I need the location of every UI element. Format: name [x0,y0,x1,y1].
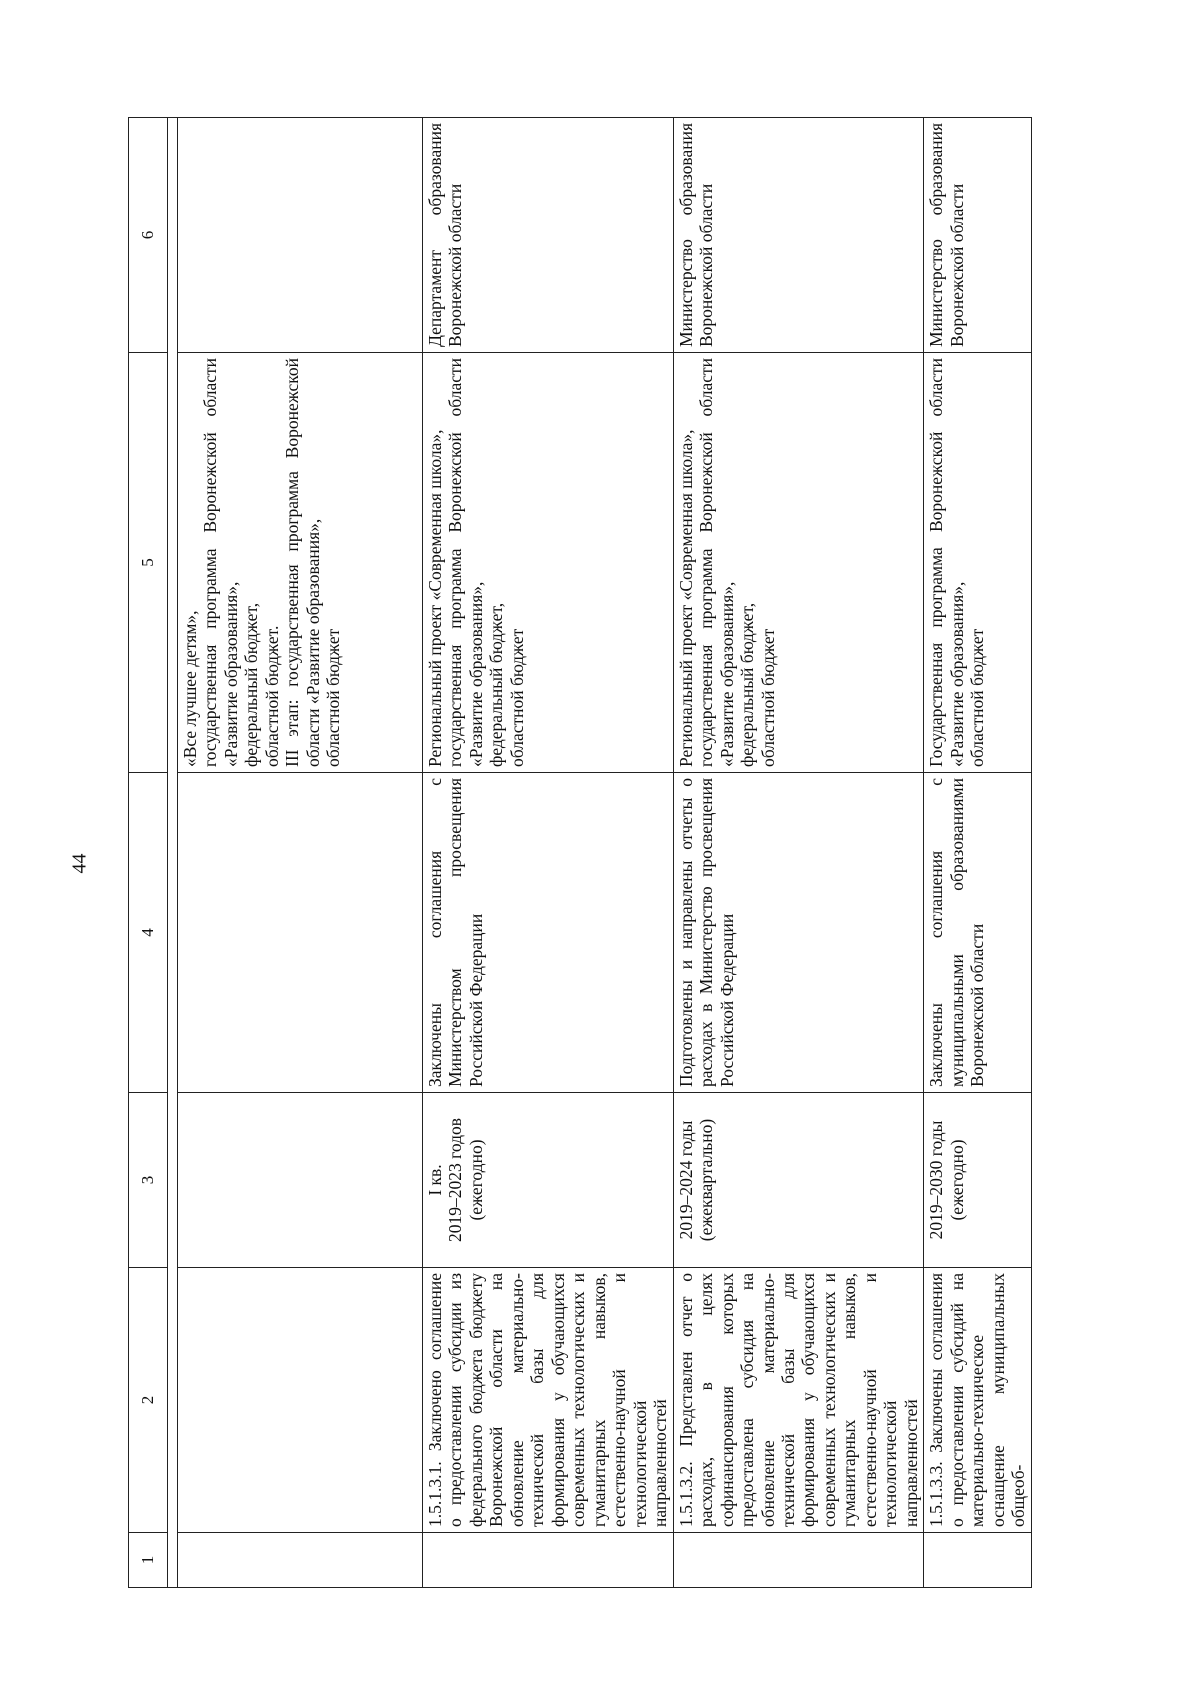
rotated-table-sheet [128,118,1028,1588]
table-row [423,118,674,1588]
cell-col6: Министерство образования Воронежской области [673,118,924,353]
table-row [178,118,423,1588]
header-cell: 6 [129,118,168,353]
header-cell: 2 [129,1268,168,1533]
text-line: 2019–2024 годы [675,1120,696,1240]
text-line: (ежегодно) [946,1139,967,1221]
header-cell: 5 [129,353,168,773]
cell-col1 [673,1533,924,1588]
cell-col4: Заключены соглашения с Министерством просвещения Российской Федерации [423,773,674,1093]
cell-col5 [423,353,674,773]
text-line: областной бюджет [506,628,527,767]
cell-col1 [423,1533,674,1588]
header-cell: 3 [129,1093,168,1268]
cell-col2: 1.5.1.3.3. Заключены соглашения о предоставлении субсидий на материально-техническое оснащение муниципальных общеоб- [924,1268,1031,1533]
header-spacer [168,118,178,1588]
text-line: 2019–2023 годов [445,1117,466,1243]
text-line: Государственная программа Воронежской области «Развитие образования», [926,358,967,767]
cell-col3 [423,1093,674,1268]
cell-col3 [924,1093,1031,1268]
cell-col4: Заключены соглашения с муниципальными образованиями Воронежской области [924,773,1031,1093]
table-row [924,118,1031,1588]
cell-col1 [924,1533,1031,1588]
cell-col6 [178,118,423,353]
cell-col2: 1.5.1.3.2. Представлен отчет о расходах, в целях софинансирования которых предоставлена субсидия на обновление материально-технической базы для формирования у обучающихся современных технологических и гуманитарных навыков, естественно-научной и технологической направленностей [673,1268,924,1533]
text-line: 2019–2030 годы [926,1120,947,1240]
cell-col2 [178,1268,423,1533]
text-line: «Все лучшее детям», [180,610,200,767]
header-cell: 1 [129,1533,168,1588]
text-line: областной бюджет [323,628,344,767]
measures-table [128,117,1032,1588]
header-cell: 4 [129,773,168,1093]
cell-col5 [178,353,423,773]
text-line: (ежегодно) [465,1139,486,1221]
text-line: государственная программа Воронежской области «Развитие образования», [696,358,737,767]
cell-col3 [178,1093,423,1268]
text-line: Региональный проект «Современная школа», [675,429,696,767]
text-line: федеральный бюджет, [486,602,507,767]
cell-col6: Министерство образования Воронежской области [924,118,1031,353]
table-row [673,118,924,1588]
column-number-row [129,118,168,1588]
cell-col4 [178,773,423,1093]
cell-col6: Департамент образования Воронежской области [423,118,674,353]
page-number: 44 [68,853,91,874]
text-line: федеральный бюджет, [737,602,758,767]
text-line: государственная программа Воронежской области «Развитие образования», [200,358,241,767]
cell-col3 [673,1093,924,1268]
text-line: (ежеквартально) [696,1118,717,1242]
cell-col4: Подготовлены и направлены отчеты о расходах в Министерство просвещения Российской Федерации [673,773,924,1093]
cell-col2: 1.5.1.3.1. Заключено соглашение о предоставлении субсидии из федерального бюджета бюджету Воронежской области на обновление материально-технической базы для формирования у обучающихся современных технологических и гуманитарных навыков, естественно-научной и технологической направленностей [423,1268,674,1533]
text-line: III этап: государственная программа Воронежской области «Развитие образования», [282,358,323,767]
text-line: областной бюджет. [261,625,282,767]
text-line: I кв. [425,1164,445,1196]
text-line: государственная программа Воронежской области «Развитие образования», [445,358,486,767]
text-line: областной бюджет [757,628,778,767]
text-line: федеральный бюджет, [241,602,262,767]
cell-col5 [673,353,924,773]
text-line: Региональный проект «Современная школа», [425,429,445,767]
text-line: областной бюджет [967,628,988,767]
cell-col1 [178,1533,423,1588]
cell-col5 [924,353,1031,773]
